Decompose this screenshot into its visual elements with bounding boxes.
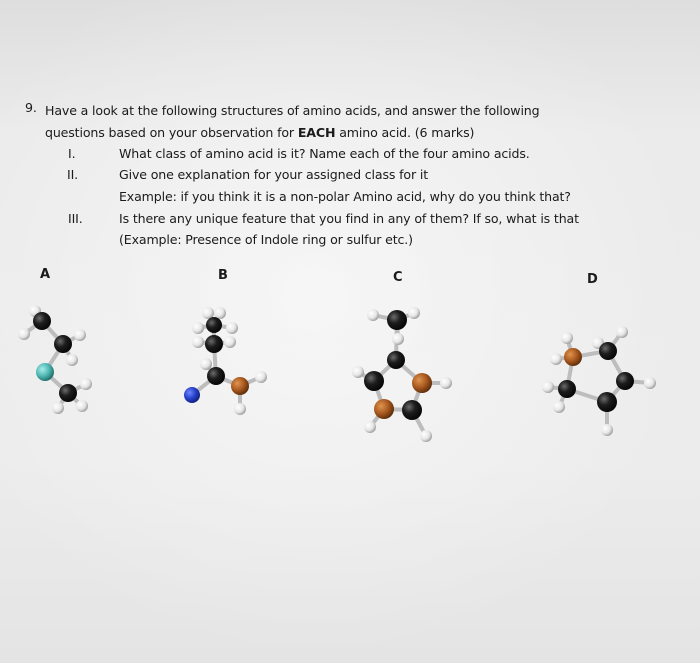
item-2-text-line1: Give one explanation for your assigned class for it <box>119 167 428 182</box>
structure-label-d: D <box>587 272 598 287</box>
molecule-a-model <box>0 290 120 430</box>
structure-label-c: C <box>393 270 403 285</box>
molecule-d-model <box>530 315 670 445</box>
question-intro-line1: Have a look at the following structures of amino acids, and answer the following <box>45 103 540 118</box>
item-2-text-line2: Example: if you think it is a non-polar Amino acid, why do you think that? <box>119 189 571 204</box>
item-3-numeral: III. <box>68 211 83 226</box>
molecule-b-model <box>170 300 280 425</box>
item-3-text-line1: Is there any unique feature that you find in any of them? If so, what is that <box>119 211 579 226</box>
emphasis-each: EACH <box>297 125 336 140</box>
structure-label-a: A <box>40 267 51 282</box>
structure-label-b: B <box>218 268 228 283</box>
question-intro-line2: questions based on your observation for EACH amino acid. (6 marks) <box>45 125 475 140</box>
item-2-numeral: II. <box>67 167 78 182</box>
molecule-c-model <box>340 295 470 450</box>
item-1-text: What class of amino acid is it? Name each of the four amino acids. <box>119 146 530 161</box>
question-number: 9. <box>25 100 37 115</box>
item-3-text-line2: (Example: Presence of Indole ring or sulfur etc.) <box>119 232 413 247</box>
item-1-numeral: I. <box>68 146 76 161</box>
